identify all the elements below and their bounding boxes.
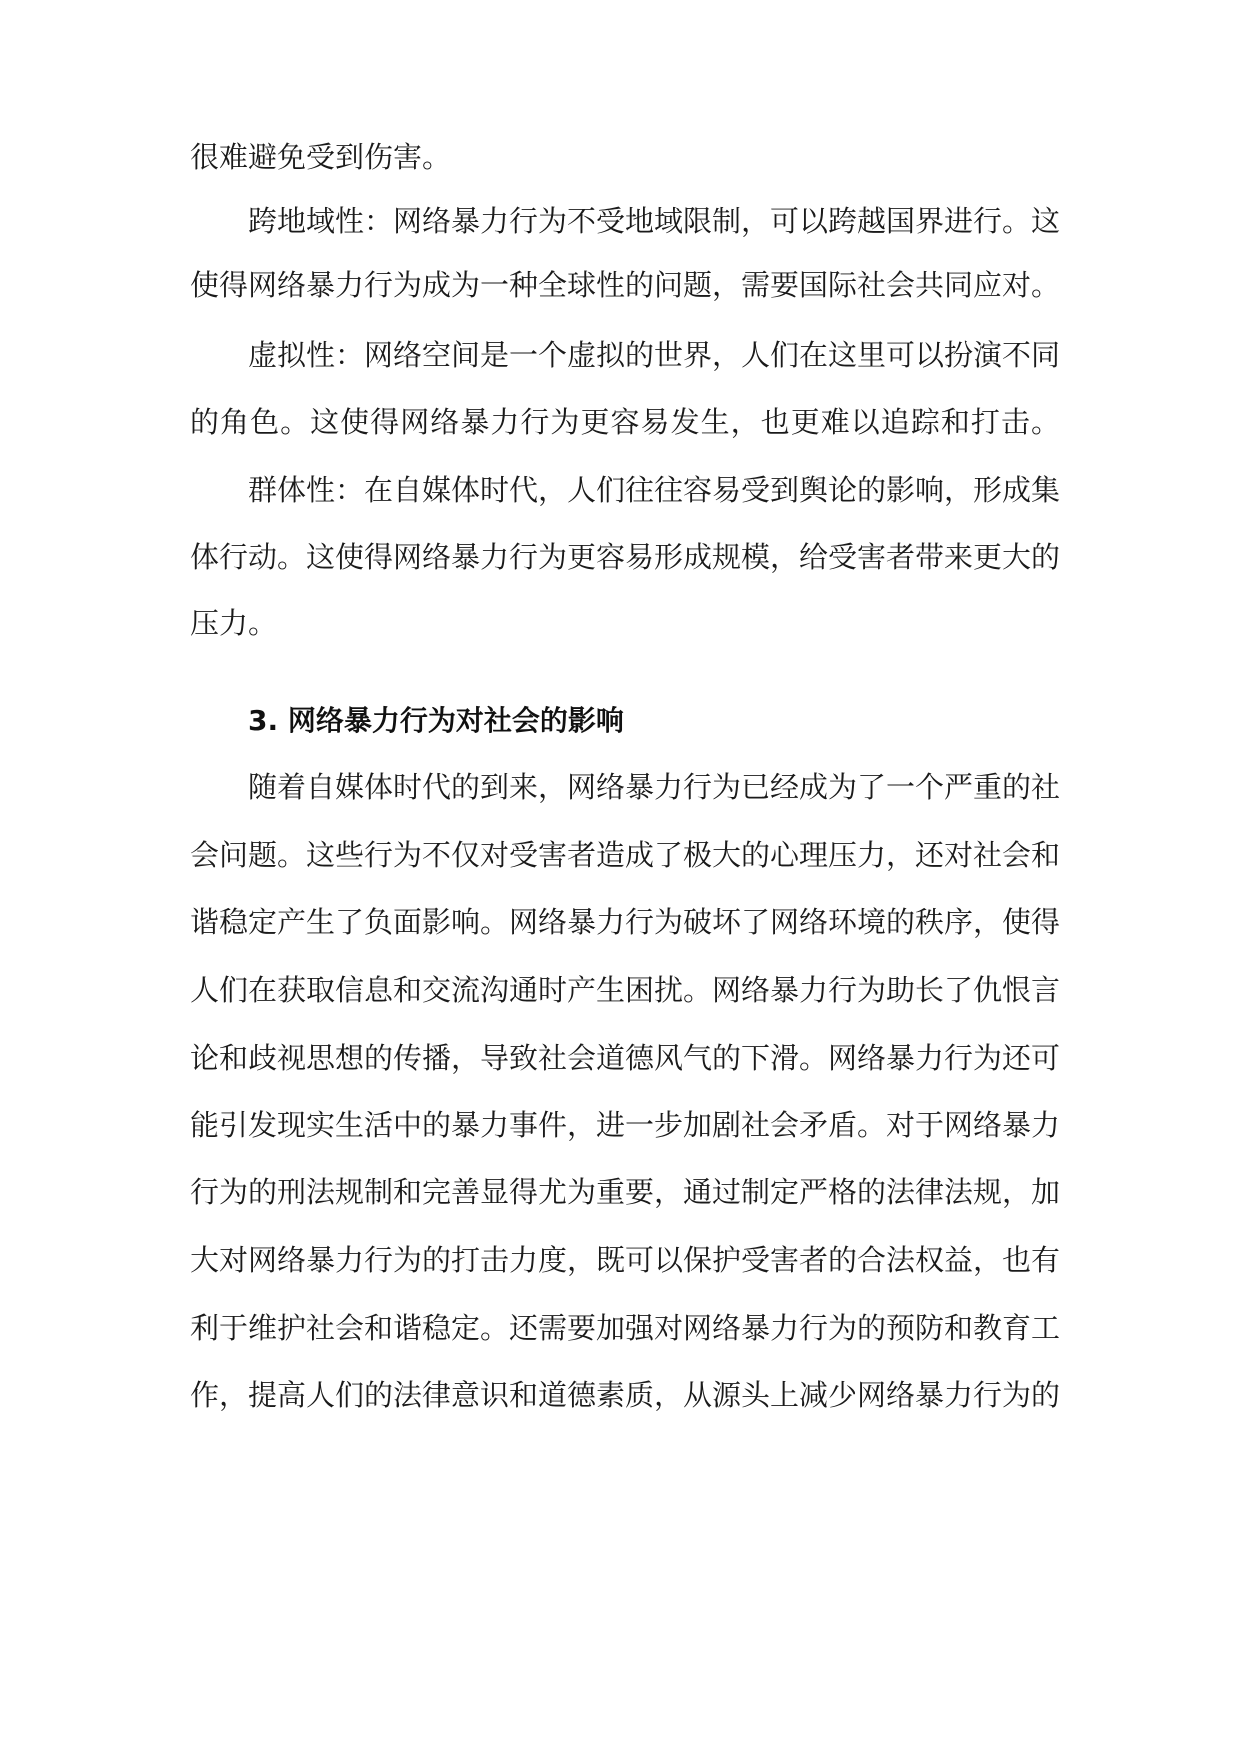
paragraph-line: 虚拟性：网络空间是一个虚拟的世界，人们在这里可以扮演不同 bbox=[248, 338, 1060, 372]
paragraph-line: 会问题。这些行为不仅对受害者造成了极大的心理压力，还对社会和 bbox=[190, 838, 1060, 872]
paragraph-line: 很难避免受到伤害。 bbox=[190, 140, 452, 174]
section-heading: 3. 网络暴力行为对社会的影响 bbox=[248, 704, 624, 737]
paragraph-line: 谐稳定产生了负面影响。网络暴力行为破坏了网络环境的秩序，使得 bbox=[190, 905, 1060, 939]
paragraph-line: 的角色。这使得网络暴力行为更容易发生，也更难以追踪和打击。 bbox=[190, 405, 1060, 439]
paragraph-line: 论和歧视思想的传播，导致社会道德风气的下滑。网络暴力行为还可 bbox=[190, 1041, 1060, 1075]
paragraph-line: 能引发现实生活中的暴力事件，进一步加剧社会矛盾。对于网络暴力 bbox=[190, 1108, 1060, 1142]
paragraph-line: 随着自媒体时代的到来，网络暴力行为已经成为了一个严重的社 bbox=[248, 770, 1060, 804]
paragraph-line: 跨地域性：网络暴力行为不受地域限制，可以跨越国界进行。这 bbox=[248, 204, 1060, 238]
paragraph-line: 大对网络暴力行为的打击力度，既可以保护受害者的合法权益，也有 bbox=[190, 1243, 1060, 1277]
paragraph-line: 作，提高人们的法律意识和道德素质，从源头上减少网络暴力行为的 bbox=[190, 1378, 1060, 1412]
paragraph-line: 体行动。这使得网络暴力行为更容易形成规模，给受害者带来更大的 bbox=[190, 540, 1060, 574]
paragraph-line: 利于维护社会和谐稳定。还需要加强对网络暴力行为的预防和教育工 bbox=[190, 1311, 1060, 1345]
paragraph-line: 群体性：在自媒体时代，人们往往容易受到舆论的影响，形成集 bbox=[248, 473, 1060, 507]
paragraph-line: 使得网络暴力行为成为一种全球性的问题，需要国际社会共同应对。 bbox=[190, 268, 1060, 302]
paragraph-line: 行为的刑法规制和完善显得尤为重要，通过制定严格的法律法规，加 bbox=[190, 1175, 1060, 1209]
paragraph-line: 人们在获取信息和交流沟通时产生困扰。网络暴力行为助长了仇恨言 bbox=[190, 973, 1060, 1007]
paragraph-line: 压力。 bbox=[190, 606, 278, 640]
